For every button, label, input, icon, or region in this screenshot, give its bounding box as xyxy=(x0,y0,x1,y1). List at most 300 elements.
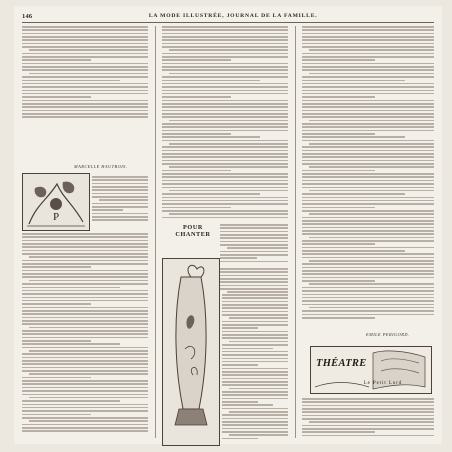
text-line xyxy=(29,49,148,51)
text-line xyxy=(222,368,288,370)
text-line xyxy=(22,380,148,382)
text-line xyxy=(302,253,434,255)
text-line xyxy=(302,173,434,175)
text-line xyxy=(302,90,434,92)
text-line xyxy=(22,300,148,302)
text-line xyxy=(162,193,260,195)
text-line xyxy=(302,83,434,85)
text-line xyxy=(92,209,123,211)
text-line xyxy=(92,186,148,188)
publication-title: LA MODE ILLUSTRÉE, JOURNAL DE LA FAMILLE. xyxy=(148,13,318,19)
text-line xyxy=(220,257,257,259)
text-line xyxy=(302,267,434,269)
text-line xyxy=(22,83,148,85)
text-line xyxy=(220,288,288,290)
text-line xyxy=(22,59,91,61)
text-line xyxy=(162,83,288,85)
text-line xyxy=(302,170,375,172)
text-line xyxy=(222,438,258,440)
text-line xyxy=(222,307,288,309)
text-block xyxy=(222,294,288,441)
text-line xyxy=(302,405,434,407)
text-line xyxy=(302,46,434,48)
text-line xyxy=(302,425,434,427)
text-line xyxy=(22,46,148,48)
text-line xyxy=(22,307,148,309)
signature: MARCELLE HAUTBOIS. xyxy=(74,164,128,169)
text-line xyxy=(99,199,148,201)
text-line xyxy=(222,324,288,326)
text-line xyxy=(22,236,148,238)
text-line xyxy=(22,43,148,45)
text-line xyxy=(22,383,148,385)
text-line xyxy=(22,93,148,95)
text-line xyxy=(22,337,148,339)
text-line xyxy=(92,206,148,208)
text-line xyxy=(22,400,120,402)
text-line xyxy=(22,76,148,78)
text-line xyxy=(302,160,434,162)
text-line xyxy=(222,378,288,380)
text-line xyxy=(302,26,434,28)
text-line xyxy=(220,244,288,246)
text-line xyxy=(302,247,434,249)
text-line xyxy=(302,398,434,400)
text-line xyxy=(22,39,148,41)
text-line xyxy=(22,66,148,68)
text-line xyxy=(162,53,288,55)
text-line xyxy=(162,66,288,68)
text-line xyxy=(302,304,434,306)
text-line xyxy=(22,394,148,396)
text-line xyxy=(302,290,434,292)
text-line xyxy=(302,36,434,38)
text-line xyxy=(22,33,148,35)
text-line xyxy=(92,179,148,181)
text-line xyxy=(22,276,148,278)
text-line xyxy=(222,314,288,316)
text-line xyxy=(22,250,148,252)
text-line xyxy=(302,106,434,108)
text-line xyxy=(92,176,148,178)
text-line xyxy=(22,360,148,362)
text-line xyxy=(302,153,434,155)
text-line xyxy=(222,327,258,329)
text-line xyxy=(162,150,288,152)
text-line xyxy=(92,219,148,221)
text-line xyxy=(22,333,148,335)
text-line xyxy=(302,243,375,245)
text-line xyxy=(22,53,148,55)
text-line xyxy=(302,69,434,71)
text-line xyxy=(222,344,288,346)
text-line xyxy=(162,26,288,28)
text-line xyxy=(22,357,148,359)
text-line xyxy=(22,417,148,419)
text-line xyxy=(302,123,434,125)
text-line xyxy=(302,415,434,417)
text-line xyxy=(302,280,375,282)
text-line xyxy=(302,63,434,65)
text-line xyxy=(92,189,148,191)
text-line xyxy=(162,136,260,138)
text-line xyxy=(302,76,434,78)
text-line xyxy=(162,96,231,98)
text-line xyxy=(162,110,288,112)
text-line xyxy=(220,285,288,287)
text-line xyxy=(162,176,288,178)
text-line xyxy=(162,163,288,165)
text-line xyxy=(229,434,288,436)
text-line xyxy=(162,173,288,175)
text-line xyxy=(222,418,288,420)
text-line xyxy=(302,140,434,142)
text-line xyxy=(22,390,148,392)
text-line xyxy=(302,401,434,403)
text-line xyxy=(162,106,288,108)
text-line xyxy=(302,130,434,132)
text-line xyxy=(22,323,148,325)
text-line xyxy=(162,86,288,88)
text-line xyxy=(302,314,434,316)
text-line xyxy=(302,223,434,225)
text-line xyxy=(302,93,434,95)
text-line xyxy=(162,93,288,95)
text-block xyxy=(22,233,148,434)
text-line xyxy=(302,297,434,299)
text-line xyxy=(302,126,434,128)
text-line xyxy=(22,414,91,416)
text-line xyxy=(302,176,434,178)
text-line xyxy=(302,187,434,189)
text-line xyxy=(302,86,434,88)
text-line xyxy=(169,49,288,51)
text-line xyxy=(302,240,434,242)
text-line xyxy=(162,183,288,185)
text-line xyxy=(222,331,288,333)
text-line xyxy=(22,80,120,82)
text-line xyxy=(302,113,434,115)
text-line xyxy=(302,200,434,202)
text-line xyxy=(309,307,434,309)
text-line xyxy=(222,408,288,410)
text-line xyxy=(29,397,148,399)
theatre-title-frame-icon xyxy=(310,346,432,394)
text-line xyxy=(22,273,148,275)
text-line xyxy=(169,143,288,145)
text-line xyxy=(22,370,148,372)
text-line xyxy=(309,260,434,262)
text-line xyxy=(222,358,288,360)
text-line xyxy=(309,73,434,75)
text-line xyxy=(222,371,288,373)
text-line xyxy=(162,113,288,115)
text-line xyxy=(302,294,434,296)
text-line xyxy=(222,391,288,393)
text-line xyxy=(227,291,288,293)
text-line xyxy=(222,374,288,376)
text-line xyxy=(162,103,288,105)
text-line xyxy=(162,59,231,61)
text-line xyxy=(222,311,288,313)
text-column-left xyxy=(22,26,148,440)
text-line xyxy=(302,103,434,105)
text-line xyxy=(222,364,258,366)
text-line xyxy=(302,227,434,229)
text-line xyxy=(22,96,91,98)
text-line xyxy=(92,203,148,205)
text-line xyxy=(222,354,288,356)
text-line xyxy=(22,243,148,245)
text-line xyxy=(22,297,148,299)
text-line xyxy=(222,381,288,383)
text-line xyxy=(162,76,288,78)
theatre-subheading: Le Petit Lord xyxy=(363,381,403,386)
text-line xyxy=(22,287,120,289)
text-line xyxy=(162,153,288,155)
text-line xyxy=(162,56,288,58)
text-block xyxy=(92,176,148,223)
text-line xyxy=(220,227,288,229)
text-line xyxy=(302,300,434,302)
text-line xyxy=(169,120,288,122)
text-line xyxy=(162,63,288,65)
text-line xyxy=(162,197,288,199)
text-line xyxy=(302,210,434,212)
text-line xyxy=(162,29,288,31)
text-line xyxy=(302,53,434,55)
text-line xyxy=(302,197,434,199)
text-line xyxy=(22,26,148,28)
text-line xyxy=(22,410,148,412)
text-line xyxy=(302,183,434,185)
text-line xyxy=(22,56,148,58)
text-line xyxy=(162,126,288,128)
text-line xyxy=(302,39,434,41)
column-divider xyxy=(155,26,156,438)
text-line xyxy=(222,361,288,363)
text-line xyxy=(222,304,288,306)
text-line xyxy=(302,110,434,112)
text-line xyxy=(22,313,148,315)
text-line xyxy=(222,301,288,303)
text-line xyxy=(22,347,148,349)
text-line xyxy=(22,63,148,65)
text-block xyxy=(162,26,288,220)
text-line xyxy=(302,270,434,272)
text-line xyxy=(162,100,288,102)
text-line xyxy=(162,180,288,182)
text-line xyxy=(302,43,434,45)
column-divider xyxy=(295,26,296,438)
text-line xyxy=(22,270,148,272)
text-line xyxy=(169,190,288,192)
text-line xyxy=(22,283,148,285)
text-line xyxy=(22,353,148,355)
text-line xyxy=(302,156,434,158)
text-line xyxy=(162,36,288,38)
text-line xyxy=(302,100,434,102)
text-line xyxy=(220,271,288,273)
text-line xyxy=(302,136,405,138)
text-line xyxy=(22,387,148,389)
text-line xyxy=(162,160,288,162)
text-line xyxy=(222,334,288,336)
text-line xyxy=(309,283,434,285)
text-line xyxy=(302,56,434,58)
text-line xyxy=(222,321,288,323)
text-line xyxy=(162,80,260,82)
text-line xyxy=(22,90,148,92)
theatre-heading: THÉATRE xyxy=(316,358,367,369)
text-line xyxy=(92,216,148,218)
text-line xyxy=(222,337,288,339)
text-line xyxy=(92,183,148,185)
text-line xyxy=(302,435,434,437)
text-line xyxy=(220,251,288,253)
text-line xyxy=(22,253,148,255)
text-line xyxy=(29,373,148,375)
text-line xyxy=(22,100,148,102)
text-line xyxy=(22,240,148,242)
text-line xyxy=(22,427,148,429)
text-line xyxy=(227,247,288,249)
text-line xyxy=(222,431,288,433)
text-line xyxy=(162,140,288,142)
text-line xyxy=(22,363,148,365)
text-line xyxy=(22,103,148,105)
text-line xyxy=(229,388,288,390)
text-line xyxy=(302,418,434,420)
text-line xyxy=(302,163,434,165)
text-line xyxy=(222,394,288,396)
text-line xyxy=(22,113,148,115)
text-line xyxy=(162,156,288,158)
floral-vignette-icon xyxy=(22,173,90,231)
text-line xyxy=(302,310,434,312)
text-line xyxy=(302,66,434,68)
text-line xyxy=(169,166,288,168)
text-line xyxy=(302,150,434,152)
page-header xyxy=(22,10,434,23)
text-line xyxy=(22,320,148,322)
text-line xyxy=(302,411,434,413)
text-line xyxy=(222,294,288,296)
text-line xyxy=(92,213,148,215)
text-line xyxy=(22,69,148,71)
text-line xyxy=(22,310,148,312)
text-line xyxy=(22,266,91,268)
text-line xyxy=(302,408,434,410)
section-heading: POUR CHANTER xyxy=(175,224,211,238)
text-line xyxy=(29,350,148,352)
text-line xyxy=(220,275,288,277)
text-line xyxy=(162,217,288,219)
text-line xyxy=(22,377,91,379)
text-line xyxy=(220,231,288,233)
text-line xyxy=(309,421,434,423)
text-line xyxy=(162,33,288,35)
text-line xyxy=(222,414,288,416)
text-line xyxy=(162,90,288,92)
text-line xyxy=(22,29,148,31)
text-line xyxy=(302,287,434,289)
text-line xyxy=(22,407,148,409)
text-line xyxy=(309,143,434,145)
text-line xyxy=(302,250,405,252)
text-line xyxy=(302,217,434,219)
text-line xyxy=(222,421,288,423)
text-line xyxy=(22,263,148,265)
text-line xyxy=(162,130,288,132)
text-line xyxy=(22,116,148,118)
text-line xyxy=(22,404,148,406)
text-line xyxy=(302,133,375,135)
text-line xyxy=(222,297,288,299)
text-line xyxy=(169,73,288,75)
text-line xyxy=(302,59,375,61)
text-line xyxy=(220,261,288,263)
text-line xyxy=(22,106,148,108)
vase-illustration-icon xyxy=(162,258,220,446)
text-line xyxy=(22,424,148,426)
text-line xyxy=(220,241,288,243)
text-line xyxy=(220,281,288,283)
journal-page xyxy=(14,6,442,444)
text-line xyxy=(302,233,434,235)
text-line xyxy=(162,46,288,48)
text-line xyxy=(29,73,148,75)
text-line xyxy=(229,411,288,413)
text-line xyxy=(29,256,148,258)
text-line xyxy=(22,290,148,292)
text-line xyxy=(222,384,288,386)
text-line xyxy=(29,327,148,329)
text-line xyxy=(302,428,434,430)
text-line xyxy=(222,428,288,430)
text-line xyxy=(222,404,273,406)
text-line xyxy=(22,36,148,38)
text-line xyxy=(220,268,288,270)
text-line xyxy=(162,170,231,172)
text-line xyxy=(162,210,288,212)
text-line xyxy=(222,348,273,350)
text-line xyxy=(302,180,434,182)
text-line xyxy=(220,234,288,236)
text-line xyxy=(220,254,288,256)
text-line xyxy=(22,260,148,262)
text-line xyxy=(220,237,288,239)
text-line xyxy=(22,317,148,319)
text-line xyxy=(220,224,288,226)
text-line xyxy=(162,203,288,205)
text-line xyxy=(162,116,288,118)
text-line xyxy=(302,203,434,205)
text-line xyxy=(162,123,288,125)
text-line xyxy=(162,43,288,45)
text-line xyxy=(229,317,288,319)
text-line xyxy=(162,39,288,41)
text-line xyxy=(220,278,288,280)
text-line xyxy=(22,367,148,369)
text-line xyxy=(302,230,434,232)
text-line xyxy=(29,280,148,282)
text-line xyxy=(92,193,148,195)
text-line xyxy=(22,343,120,345)
text-line xyxy=(309,166,434,168)
text-line xyxy=(22,340,91,342)
text-line xyxy=(162,146,288,148)
